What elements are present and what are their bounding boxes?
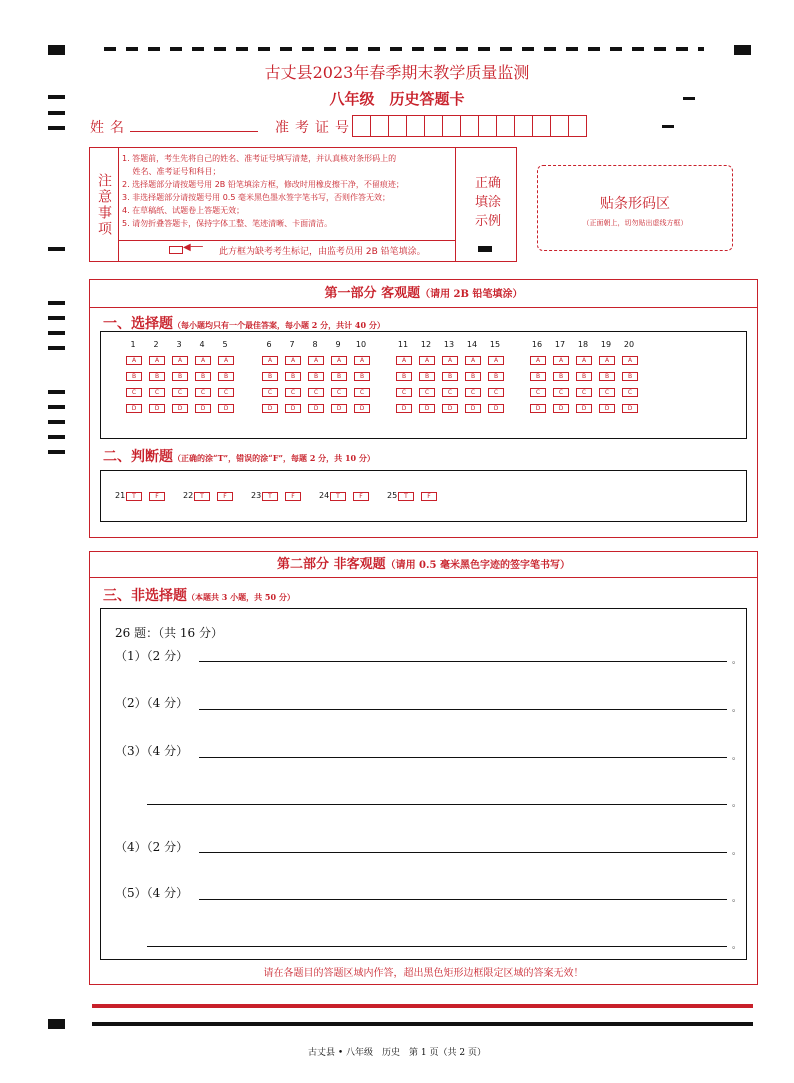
option-bubble-b[interactable]: B bbox=[172, 372, 188, 381]
sub-q5-answer-line-2[interactable] bbox=[147, 946, 727, 947]
notice-rules bbox=[122, 152, 452, 230]
option-bubble-a[interactable]: A bbox=[396, 356, 412, 365]
absent-note: 此方框为缺考考生标记，由监考员用 2B 铅笔填涂。 bbox=[219, 247, 426, 257]
notice-rule: 4. 在草稿纸、试题卷上答题无效； bbox=[122, 206, 245, 215]
timing-mark bbox=[48, 420, 65, 424]
notice-rule: 1. 答题前，考生先将自己的姓名、准考证号填写清楚，并认真核对条形码上的 bbox=[122, 154, 397, 163]
option-bubble-c[interactable]: C bbox=[465, 388, 481, 397]
option-bubble-b[interactable]: B bbox=[530, 372, 546, 381]
absent-mark-row bbox=[119, 240, 455, 261]
option-bubble-d[interactable]: D bbox=[285, 404, 301, 413]
question-number: 8 bbox=[312, 340, 318, 349]
timing-mark bbox=[48, 405, 65, 409]
option-bubble-a[interactable]: A bbox=[285, 356, 301, 365]
sub-q2-answer-line[interactable] bbox=[199, 709, 727, 710]
option-bubble-c[interactable]: C bbox=[599, 388, 615, 397]
option-bubble-c[interactable]: C bbox=[419, 388, 435, 397]
sub-q3-answer-line-2[interactable] bbox=[147, 804, 727, 805]
exam-no-label: 准考证号 bbox=[275, 120, 355, 136]
arrow-left-icon: ◀── bbox=[183, 242, 203, 253]
timing-mark bbox=[48, 346, 65, 350]
bottom-rule-red bbox=[92, 1004, 753, 1008]
option-bubble-c[interactable]: C bbox=[331, 388, 347, 397]
name-field[interactable] bbox=[130, 131, 258, 132]
notice-label: 注意事项 bbox=[90, 148, 119, 261]
option-bubble-d[interactable]: D bbox=[553, 404, 569, 413]
question-number: 20 bbox=[623, 340, 635, 349]
option-bubble-c[interactable]: C bbox=[488, 388, 504, 397]
option-bubble-c[interactable]: C bbox=[285, 388, 301, 397]
option-bubble-c[interactable]: C bbox=[195, 388, 211, 397]
tf-bubble-t[interactable]: T bbox=[262, 492, 278, 501]
option-bubble-a[interactable]: A bbox=[218, 356, 234, 365]
timing-mark bbox=[48, 316, 65, 320]
sub-q1-label: （1）（2 分） bbox=[115, 649, 189, 663]
question-number: 3 bbox=[176, 340, 182, 349]
option-bubble-d[interactable]: D bbox=[354, 404, 370, 413]
tf-question-number: 21 bbox=[115, 491, 126, 500]
timing-mark bbox=[48, 111, 65, 115]
top-dash-line bbox=[104, 47, 704, 51]
tf-bubble-t[interactable]: T bbox=[330, 492, 346, 501]
notice-rule: 2. 选择题部分请按题号用 2B 铅笔填涂方框，修改时用橡皮擦干净，不留痕迹； bbox=[122, 180, 404, 189]
option-bubble-b[interactable]: B bbox=[331, 372, 347, 381]
option-bubble-c[interactable]: C bbox=[622, 388, 638, 397]
question-number: 12 bbox=[420, 340, 432, 349]
option-bubble-d[interactable]: D bbox=[195, 404, 211, 413]
nonchoice-title: 三、非选择题（本题共 3 小题，共 50 分） bbox=[103, 588, 295, 604]
question-number: 5 bbox=[222, 340, 228, 349]
option-bubble-d[interactable]: D bbox=[599, 404, 615, 413]
barcode-hint: （正面朝上，切勿贴出虚线方框） bbox=[582, 219, 688, 227]
choice-grid bbox=[100, 331, 745, 437]
sub-q4-answer-line[interactable] bbox=[199, 852, 727, 853]
part1-section bbox=[89, 279, 758, 538]
option-bubble-a[interactable]: A bbox=[442, 356, 458, 365]
part2-heading: 第二部分 非客观题（请用 0.5 毫米黑色字迹的签字笔书写） bbox=[90, 552, 757, 578]
part2-section bbox=[89, 551, 758, 985]
option-bubble-c[interactable]: C bbox=[172, 388, 188, 397]
option-bubble-b[interactable]: B bbox=[354, 372, 370, 381]
option-bubble-c[interactable]: C bbox=[553, 388, 569, 397]
tf-question-number: 23 bbox=[251, 491, 262, 500]
tf-bubble-f[interactable]: F bbox=[285, 492, 301, 501]
name-label: 姓名 bbox=[90, 120, 130, 136]
timing-mark bbox=[48, 126, 65, 130]
option-bubble-d[interactable]: D bbox=[308, 404, 324, 413]
option-bubble-b[interactable]: B bbox=[285, 372, 301, 381]
option-bubble-d[interactable]: D bbox=[530, 404, 546, 413]
end-mark: 。 bbox=[732, 799, 742, 809]
sub-q5-label: （5）（4 分） bbox=[115, 886, 189, 900]
tf-bubble-f[interactable]: F bbox=[353, 492, 369, 501]
question-number: 1 bbox=[130, 340, 136, 349]
tf-bubble-f[interactable]: F bbox=[421, 492, 437, 501]
question-number: 7 bbox=[289, 340, 295, 349]
option-bubble-d[interactable]: D bbox=[126, 404, 142, 413]
exam-title: 古丈县2023年春季期末教学质量监测 bbox=[264, 63, 530, 82]
option-bubble-c[interactable]: C bbox=[396, 388, 412, 397]
option-bubble-c[interactable]: C bbox=[149, 388, 165, 397]
timing-mark bbox=[48, 247, 65, 251]
option-bubble-b[interactable]: B bbox=[419, 372, 435, 381]
option-bubble-b[interactable]: B bbox=[465, 372, 481, 381]
timing-mark bbox=[48, 390, 65, 394]
tf-bubble-f[interactable]: F bbox=[217, 492, 233, 501]
option-bubble-d[interactable]: D bbox=[396, 404, 412, 413]
option-bubble-d[interactable]: D bbox=[576, 404, 592, 413]
end-mark: 。 bbox=[732, 656, 742, 666]
filled-bubble-icon bbox=[478, 246, 492, 252]
option-bubble-d[interactable]: D bbox=[442, 404, 458, 413]
option-bubble-a[interactable]: A bbox=[195, 356, 211, 365]
question-number: 9 bbox=[335, 340, 341, 349]
option-bubble-d[interactable]: D bbox=[331, 404, 347, 413]
timing-mark bbox=[48, 435, 65, 439]
notice-rule: 5. 请勿折叠答题卡，保持字体工整、笔迹清晰、卡面清洁。 bbox=[122, 219, 333, 228]
question-number: 15 bbox=[489, 340, 501, 349]
question-number: 6 bbox=[266, 340, 272, 349]
sub-q1-answer-line[interactable] bbox=[199, 661, 727, 662]
option-bubble-b[interactable]: B bbox=[553, 372, 569, 381]
corner-mark-top-left bbox=[48, 45, 65, 55]
option-bubble-a[interactable]: A bbox=[488, 356, 504, 365]
option-bubble-c[interactable]: C bbox=[126, 388, 142, 397]
end-mark: 。 bbox=[732, 704, 742, 714]
notice-rule: 3. 非选择题部分请按题号用 0.5 毫米黑色墨水签字笔书写，否则作答无效； bbox=[122, 193, 390, 202]
option-bubble-d[interactable]: D bbox=[218, 404, 234, 413]
option-bubble-b[interactable]: B bbox=[442, 372, 458, 381]
option-bubble-b[interactable]: B bbox=[576, 372, 592, 381]
option-bubble-a[interactable]: A bbox=[576, 356, 592, 365]
end-mark: 。 bbox=[732, 752, 742, 762]
tf-bubble-t[interactable]: T bbox=[398, 492, 414, 501]
option-bubble-a[interactable]: A bbox=[331, 356, 347, 365]
end-mark: 。 bbox=[732, 847, 742, 857]
question-number: 10 bbox=[355, 340, 367, 349]
exam-no-cells[interactable] bbox=[352, 115, 587, 137]
option-bubble-c[interactable]: C bbox=[262, 388, 278, 397]
option-bubble-b[interactable]: B bbox=[262, 372, 278, 381]
absent-checkbox[interactable] bbox=[169, 246, 183, 254]
question-number: 11 bbox=[397, 340, 409, 349]
option-bubble-a[interactable]: A bbox=[149, 356, 165, 365]
option-bubble-a[interactable]: A bbox=[530, 356, 546, 365]
option-bubble-c[interactable]: C bbox=[218, 388, 234, 397]
question-number: 14 bbox=[466, 340, 478, 349]
option-bubble-a[interactable]: A bbox=[126, 356, 142, 365]
option-bubble-a[interactable]: A bbox=[354, 356, 370, 365]
option-bubble-c[interactable]: C bbox=[442, 388, 458, 397]
option-bubble-d[interactable]: D bbox=[622, 404, 638, 413]
tf-grid bbox=[100, 470, 745, 520]
option-bubble-d[interactable]: D bbox=[172, 404, 188, 413]
option-bubble-b[interactable]: B bbox=[126, 372, 142, 381]
sub-q4-label: （4）（2 分） bbox=[115, 840, 189, 854]
corner-mark-bottom-left bbox=[48, 1019, 65, 1029]
sub-q5-answer-line[interactable] bbox=[199, 899, 727, 900]
option-bubble-d[interactable]: D bbox=[262, 404, 278, 413]
option-bubble-d[interactable]: D bbox=[419, 404, 435, 413]
question-number: 17 bbox=[554, 340, 566, 349]
option-bubble-a[interactable]: A bbox=[553, 356, 569, 365]
sub-q2-label: （2）（4 分） bbox=[115, 696, 189, 710]
page-footer: 古丈县 • 八年级 历史 第 1 页（共 2 页） bbox=[308, 1048, 486, 1058]
sub-q3-answer-line[interactable] bbox=[199, 757, 727, 758]
barcode-title: 贴条形码区 bbox=[600, 196, 670, 212]
option-bubble-a[interactable]: A bbox=[622, 356, 638, 365]
option-bubble-b[interactable]: B bbox=[488, 372, 504, 381]
timing-mark bbox=[48, 450, 65, 454]
option-bubble-c[interactable]: C bbox=[576, 388, 592, 397]
option-bubble-c[interactable]: C bbox=[354, 388, 370, 397]
tf-bubble-f[interactable]: F bbox=[149, 492, 165, 501]
timing-mark bbox=[662, 125, 674, 128]
option-bubble-b[interactable]: B bbox=[195, 372, 211, 381]
option-bubble-d[interactable]: D bbox=[149, 404, 165, 413]
tf-question-number: 24 bbox=[319, 491, 330, 500]
option-bubble-b[interactable]: B bbox=[218, 372, 234, 381]
option-bubble-a[interactable]: A bbox=[172, 356, 188, 365]
option-bubble-b[interactable]: B bbox=[396, 372, 412, 381]
option-bubble-a[interactable]: A bbox=[308, 356, 324, 365]
question-number: 2 bbox=[153, 340, 159, 349]
option-bubble-b[interactable]: B bbox=[308, 372, 324, 381]
question-number: 16 bbox=[531, 340, 543, 349]
question-number: 4 bbox=[199, 340, 205, 349]
notice-rule: 姓名、准考证号和科目； bbox=[122, 167, 221, 176]
tf-bubble-t[interactable]: T bbox=[126, 492, 142, 501]
option-bubble-b[interactable]: B bbox=[622, 372, 638, 381]
tf-title: 二、判断题（正确的涂“T”，错误的涂“F”，每题 2 分，共 10 分） bbox=[103, 449, 375, 465]
option-bubble-c[interactable]: C bbox=[530, 388, 546, 397]
sheet-subtitle: 八年级 历史答题卡 bbox=[329, 90, 465, 108]
bottom-rule-black bbox=[92, 1022, 753, 1026]
option-bubble-c[interactable]: C bbox=[308, 388, 324, 397]
end-mark: 。 bbox=[732, 894, 742, 904]
option-bubble-a[interactable]: A bbox=[599, 356, 615, 365]
end-mark: 。 bbox=[732, 941, 742, 951]
option-bubble-b[interactable]: B bbox=[599, 372, 615, 381]
question-number: 13 bbox=[443, 340, 455, 349]
tf-question-number: 22 bbox=[183, 491, 194, 500]
sub-q3-label: （3）（4 分） bbox=[115, 744, 189, 758]
option-bubble-d[interactable]: D bbox=[488, 404, 504, 413]
part1-heading: 第一部分 客观题（请用 2B 铅笔填涂） bbox=[90, 280, 757, 308]
question-number: 19 bbox=[600, 340, 612, 349]
question-number: 18 bbox=[577, 340, 589, 349]
timing-mark bbox=[48, 331, 65, 335]
option-bubble-a[interactable]: A bbox=[465, 356, 481, 365]
option-bubble-b[interactable]: B bbox=[149, 372, 165, 381]
choice-title: 一、选择题（每小题均只有一个最佳答案，每小题 2 分，共计 40 分） bbox=[103, 316, 385, 332]
timing-mark bbox=[48, 301, 65, 305]
example-label: 正确填涂示例 bbox=[474, 176, 501, 229]
corner-mark-top-right bbox=[734, 45, 751, 55]
option-bubble-a[interactable]: A bbox=[419, 356, 435, 365]
notice-box bbox=[89, 147, 517, 262]
tf-bubble-t[interactable]: T bbox=[194, 492, 210, 501]
option-bubble-a[interactable]: A bbox=[262, 356, 278, 365]
option-bubble-d[interactable]: D bbox=[465, 404, 481, 413]
tf-question-number: 25 bbox=[387, 491, 398, 500]
q26-label: 26 题：（共 16 分） bbox=[115, 626, 223, 640]
barcode-area bbox=[537, 165, 733, 251]
answer-area-warning: 请在各题目的答题区域内作答，超出黑色矩形边框限定区域的答案无效！ bbox=[263, 968, 584, 979]
fill-example bbox=[455, 148, 517, 261]
